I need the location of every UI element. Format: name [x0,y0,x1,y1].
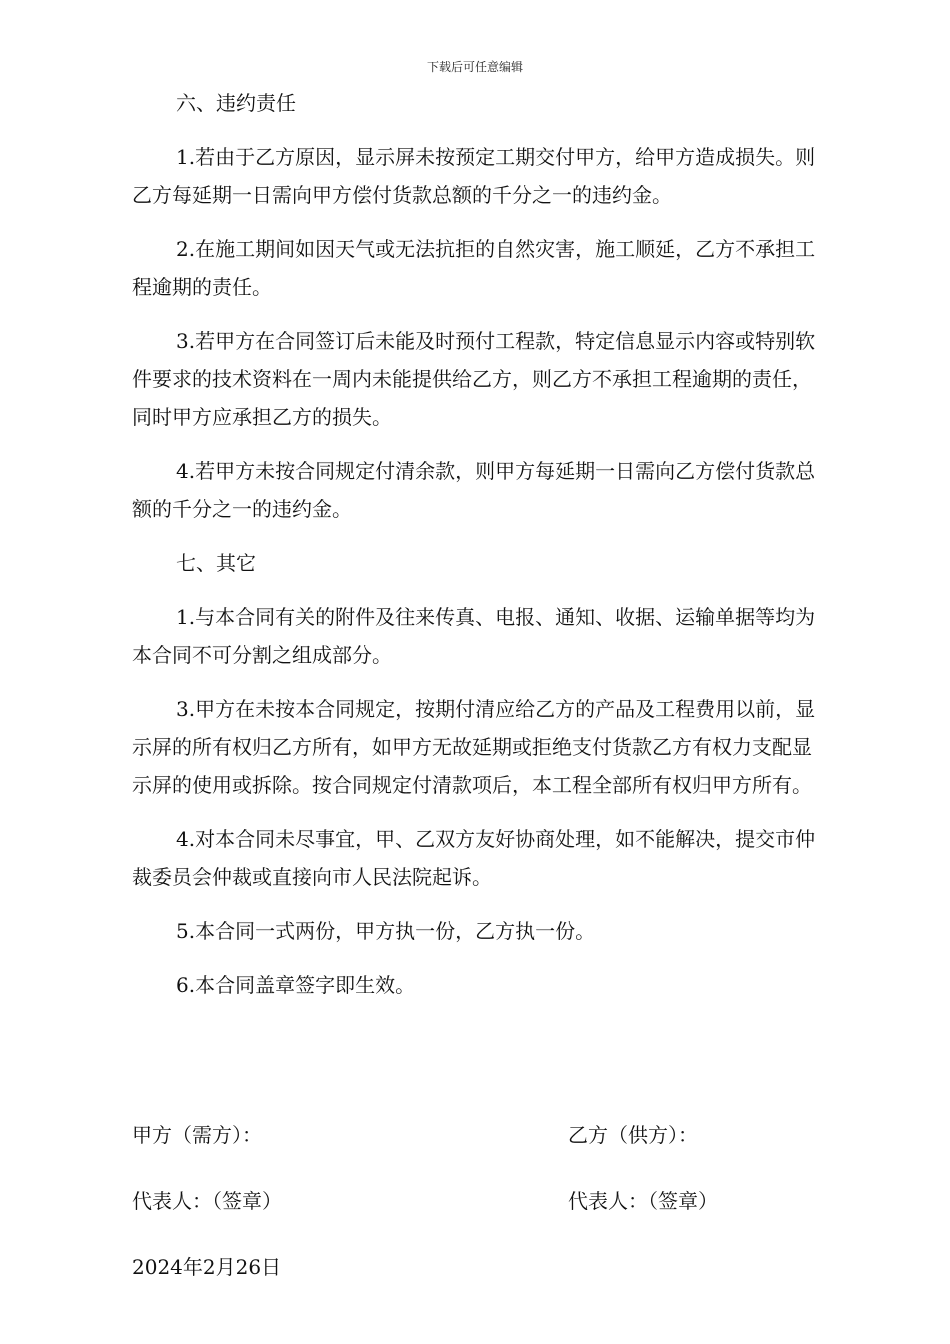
party-b-representative: 代表人：（签章） [568,1189,718,1213]
liability-clause-2: 2.在施工期间如因天气或无法抗拒的自然灾害，施工顺延，乙方不承担工程逾期的责任。 [132,237,816,299]
other-clause-5: 5.本合同一式两份，甲方执一份，乙方执一份。 [176,919,596,943]
party-a-representative: 代表人：（签章） [132,1189,282,1213]
page-header-note: 下载后可任意编辑 [426,60,523,74]
liability-clause-1: 1.若由于乙方原因，显示屏未按预定工期交付甲方，给甲方造成损失。则乙方每延期一日需向甲方偿付货款总额的千分之一的违约金。 [132,145,816,207]
other-clause-6: 6.本合同盖章签字即生效。 [176,973,416,997]
section-heading-liability: 六、违约责任 [176,91,296,115]
liability-clause-4: 4.若甲方未按合同规定付清余款，则甲方每延期一日需向乙方偿付货款总额的千分之一的违约金。 [132,459,816,521]
other-clause-4: 4.对本合同未尽事宜，甲、乙双方友好协商处理，如不能解决，提交市仲裁委员会仲裁或直接向市人民法院起诉。 [132,827,816,889]
liability-clause-3: 3.若甲方在合同签订后未能及时预付工程款，特定信息显示内容或特别软件要求的技术资料在一周内未能提供给乙方，则乙方不承担工程逾期的责任，同时甲方应承担乙方的损失。 [132,329,816,429]
contract-body [132,84,822,1020]
party-b-label: 乙方（供方）： [568,1123,698,1147]
party-a-label: 甲方（需方）： [132,1123,262,1147]
section-heading-other: 七、其它 [176,551,256,575]
other-clause-3: 3.甲方在未按本合同规定，按期付清应给乙方的产品及工程费用以前，显示屏的所有权归乙方所有，如甲方无故延期或拒绝支付货款乙方有权力支配显示屏的使用或拆除。按合同规定付清款项后，本工程全部所有权归甲方所有。 [132,697,816,797]
contract-date: 2024年2月26日 [132,1255,282,1279]
other-clause-1: 1.与本合同有关的附件及往来传真、电报、通知、收据、运输单据等均为本合同不可分割之组成部分。 [132,605,816,667]
